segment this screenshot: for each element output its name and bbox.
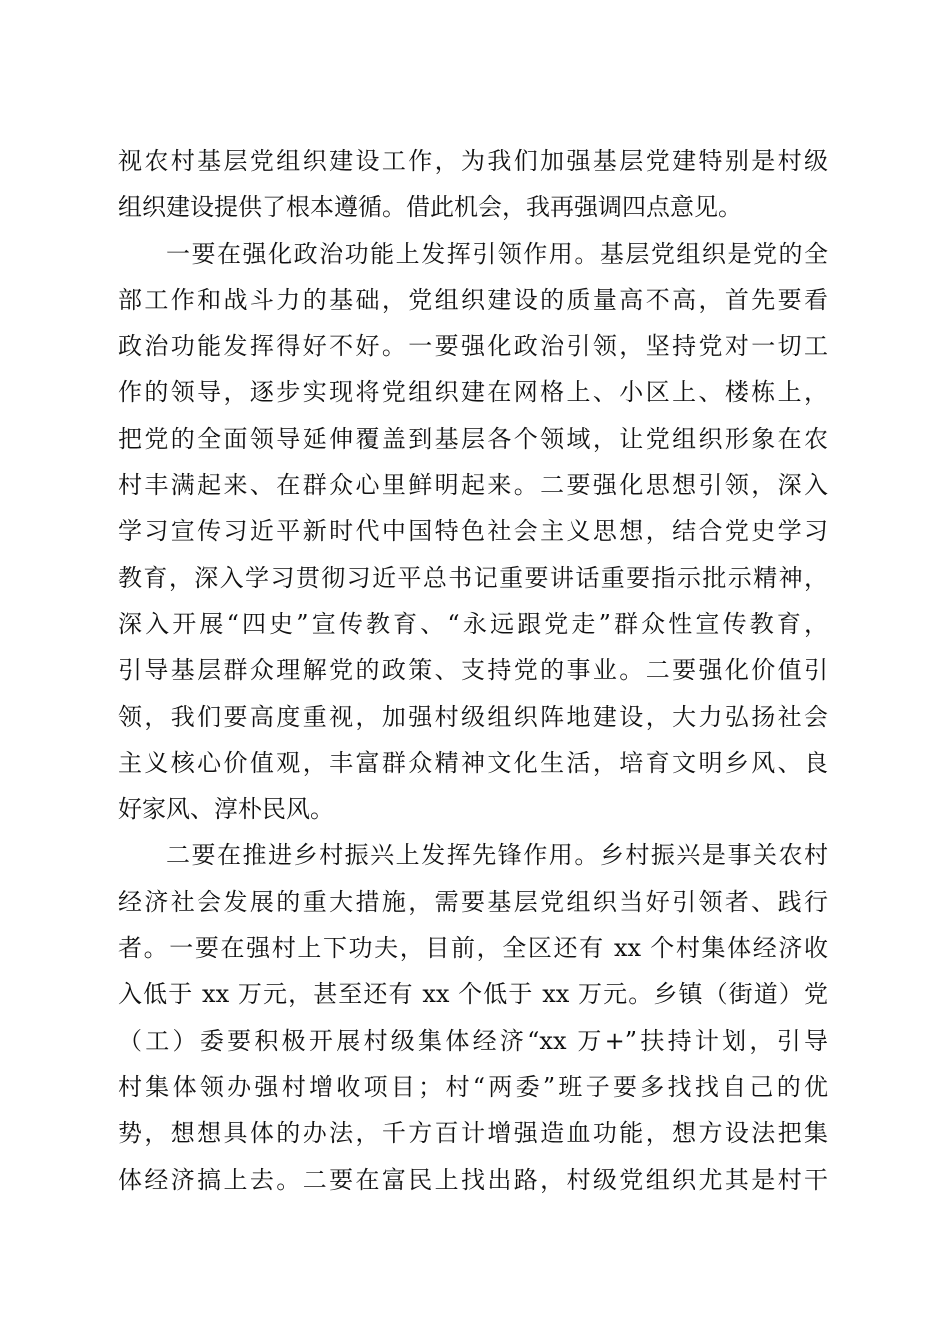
text-line: 村丰满起来、在群众心里鲜明起来。二要强化思想引领，深入 [118, 471, 828, 500]
text-line: 学习宣传习近平新时代中国特色社会主义思想，结合党史学习 [118, 517, 828, 546]
text-line: 深入开展“四史”宣传教育、“永远跟党走”群众性宣传教育， [118, 609, 828, 638]
text-line: 经济社会发展的重大措施，需要基层党组织当好引领者、践行 [118, 887, 828, 916]
document-body [118, 138, 828, 1203]
paragraph-point-1 [118, 231, 828, 833]
text-line: 视农村基层党组织建设工作，为我们加强基层党建特别是村级 [118, 147, 828, 175]
text-line: 引导基层群众理解党的政策、支持党的事业。二要强化价值引 [118, 656, 828, 685]
text-line: 好家风、淳朴民风。 [118, 795, 334, 824]
text-line: 体经济搞上去。二要在富民上找出路，村级党组织尤其是村干 [118, 1165, 828, 1194]
text-line: 入低于 xx 万元，甚至还有 xx 个低于 xx 万元。乡镇（街道）党 [118, 980, 828, 1009]
text-line: 者。一要在强村上下功夫，目前，全区还有 xx 个村集体经济收 [118, 934, 828, 963]
text-line: 把党的全面领导延伸覆盖到基层各个领域，让党组织形象在农 [118, 424, 828, 453]
text-line: 组织建设提供了根本遵循。借此机会，我再强调四点意见。 [118, 193, 742, 222]
text-line: 教育，深入学习贯彻习近平总书记重要讲话重要指示批示精神， [118, 563, 828, 592]
text-line: 二要在推进乡村振兴上发挥先锋作用。乡村振兴是事关农村 [166, 841, 828, 870]
text-line: 部工作和战斗力的基础，党组织建设的质量高不高，首先要看 [118, 285, 828, 314]
text-line: 作的领导，逐步实现将党组织建在网格上、小区上、楼栋上， [118, 378, 828, 407]
text-line: 政治功能发挥得好不好。一要强化政治引领，坚持党对一切工 [118, 332, 828, 361]
paragraph-point-2 [118, 832, 828, 1202]
text-line: 村集体领办强村增收项目；村“两委”班子要多找找自己的优 [118, 1072, 828, 1101]
text-line: （工）委要积极开展村级集体经济“xx 万+”扶持计划，引导 [118, 1026, 828, 1055]
text-line: 势，想想具体的办法，千方百计增强造血功能，想方设法把集 [118, 1119, 828, 1148]
text-line: 领，我们要高度重视，加强村级组织阵地建设，大力弘扬社会 [118, 702, 828, 731]
text-line: 主义核心价值观，丰富群众精神文化生活，培育文明乡风、良 [118, 748, 828, 777]
paragraph-intro [118, 138, 828, 231]
text-line: 一要在强化政治功能上发挥引领作用。基层党组织是党的全 [166, 239, 828, 268]
